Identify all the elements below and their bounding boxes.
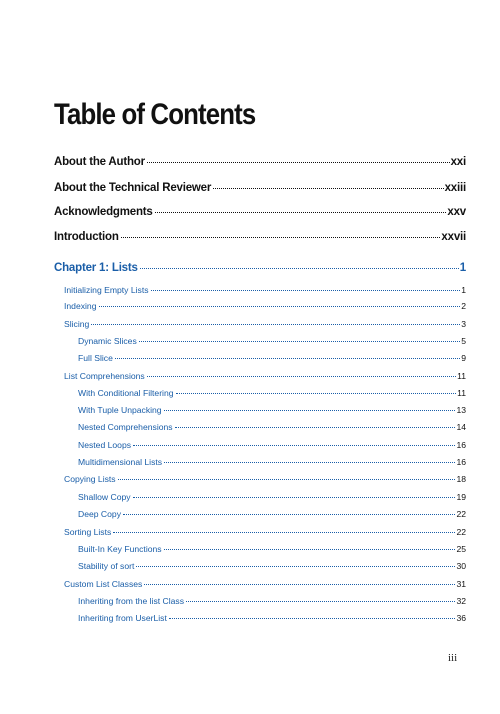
toc-entry-page: 3 [461, 319, 466, 329]
toc-entry-label: Acknowledgments [54, 206, 153, 218]
toc-entry-stability-of-sort[interactable] [78, 561, 466, 571]
toc-entry-page: 1 [459, 262, 466, 274]
dot-leader [164, 549, 456, 550]
toc-entry-inheriting-list-class[interactable] [78, 596, 466, 606]
dot-leader [186, 601, 455, 602]
toc-entry-about-author[interactable] [54, 156, 466, 168]
toc-entry-multidimensional-lists[interactable] [78, 457, 466, 467]
toc-entry-label: With Tuple Unpacking [78, 405, 162, 415]
dot-leader [175, 427, 456, 428]
dot-leader [176, 393, 457, 394]
toc-entry-label: Slicing [64, 319, 90, 329]
toc-entry-page: 31 [456, 579, 466, 589]
toc-entry-page: 1 [461, 285, 466, 295]
toc-entry-label: Stability of sort [78, 561, 135, 571]
toc-entry-built-in-key-functions[interactable] [78, 544, 466, 554]
dot-leader [169, 618, 456, 619]
toc-entry-page: 36 [456, 613, 466, 623]
toc-entry-page: 14 [456, 422, 466, 432]
toc-entry-sorting-lists[interactable] [64, 527, 466, 537]
dot-leader [147, 162, 450, 163]
toc-entry-label: Inheriting from UserList [78, 613, 167, 623]
dot-leader [155, 212, 447, 213]
page-number: iii [448, 652, 458, 664]
toc-entry-chapter-1[interactable] [54, 262, 466, 274]
toc-entry-label: Nested Loops [78, 440, 132, 450]
dot-leader [121, 237, 441, 238]
toc-entry-page: 25 [456, 544, 466, 554]
toc-entry-label: Custom List Classes [64, 579, 143, 589]
toc-entry-label: Copying Lists [64, 474, 116, 484]
toc-entry-copying-lists[interactable] [64, 474, 466, 484]
toc-entry-label: Inheriting from the list Class [78, 596, 185, 606]
toc-entry-tuple-unpacking[interactable] [78, 405, 466, 415]
toc-entry-label: Sorting Lists [64, 527, 112, 537]
toc-entry-label: Full Slice [78, 353, 113, 363]
toc-entry-nested-comprehensions[interactable] [78, 422, 466, 432]
toc-entry-list-comprehensions[interactable] [64, 371, 466, 381]
toc-entry-custom-list-classes[interactable] [64, 579, 466, 589]
dot-leader [144, 584, 455, 585]
dot-leader [213, 188, 443, 189]
toc-entry-label: Multidimensional Lists [78, 457, 163, 467]
toc-entry-page: 9 [461, 353, 466, 363]
toc-entry-label: Introduction [54, 231, 119, 243]
toc-entry-full-slice[interactable] [78, 353, 466, 363]
dot-leader [164, 462, 455, 463]
dot-leader [140, 268, 459, 269]
toc-entry-label: Initializing Empty Lists [64, 285, 149, 295]
toc-entry-page: 11 [457, 388, 466, 398]
toc-entry-page: 19 [456, 492, 466, 502]
toc-entry-label: Deep Copy [78, 509, 121, 519]
toc-entry-indexing[interactable] [64, 301, 466, 311]
dot-leader [133, 497, 456, 498]
toc-entry-page: xxiii [444, 182, 466, 194]
toc-entry-page: 13 [456, 405, 466, 415]
dot-leader [113, 532, 455, 533]
toc-entry-page: 2 [461, 301, 466, 311]
toc-entry-deep-copy[interactable] [78, 509, 466, 519]
dot-leader [164, 410, 456, 411]
toc-entry-page: 16 [456, 440, 466, 450]
toc-entry-label: About the Author [54, 156, 145, 168]
toc-entry-page: 11 [457, 371, 466, 381]
dot-leader [123, 514, 455, 515]
toc-entry-page: 30 [456, 561, 466, 571]
toc-entry-page: xxv [447, 206, 466, 218]
dot-leader [133, 445, 455, 446]
toc-entry-page: 22 [456, 509, 466, 519]
toc-entry-page: 32 [456, 596, 466, 606]
toc-entry-label: About the Technical Reviewer [54, 182, 212, 194]
toc-entry-page: xxi [450, 156, 466, 168]
toc-entry-slicing[interactable] [64, 319, 466, 329]
toc-entry-conditional-filtering[interactable] [78, 388, 466, 398]
dot-leader [91, 324, 460, 325]
dot-leader [151, 290, 461, 291]
toc-entry-label: Built-In Key Functions [78, 544, 162, 554]
toc-entry-inheriting-userlist[interactable] [78, 613, 466, 623]
dot-leader [136, 566, 455, 567]
toc-entry-initializing-empty-lists[interactable] [64, 285, 466, 295]
toc-entry-shallow-copy[interactable] [78, 492, 466, 502]
toc-entry-label: Chapter 1: Lists [54, 262, 138, 274]
toc-entry-page: 22 [456, 527, 466, 537]
dot-leader [115, 358, 460, 359]
toc-entry-page: 16 [456, 457, 466, 467]
toc-entry-page: xxvii [441, 231, 466, 243]
toc-entry-page: 18 [456, 474, 466, 484]
toc-entry-label: Dynamic Slices [78, 336, 137, 346]
toc-entry-label: With Conditional Filtering [78, 388, 174, 398]
toc-entry-introduction[interactable] [54, 231, 466, 243]
toc-entry-acknowledgments[interactable] [54, 206, 466, 218]
toc-entry-dynamic-slices[interactable] [78, 336, 466, 346]
toc-entry-nested-loops[interactable] [78, 440, 466, 450]
toc-entry-about-reviewer[interactable] [54, 182, 466, 194]
toc-entry-label: Shallow Copy [78, 492, 131, 502]
dot-leader [118, 479, 456, 480]
page-title: Table of Contents [54, 98, 256, 131]
dot-leader [139, 341, 460, 342]
toc-entry-label: Nested Comprehensions [78, 422, 173, 432]
dot-leader [99, 306, 461, 307]
toc-entry-label: Indexing [64, 301, 97, 311]
dot-leader [147, 376, 456, 377]
toc-entry-label: List Comprehensions [64, 371, 145, 381]
toc-entry-page: 5 [461, 336, 466, 346]
